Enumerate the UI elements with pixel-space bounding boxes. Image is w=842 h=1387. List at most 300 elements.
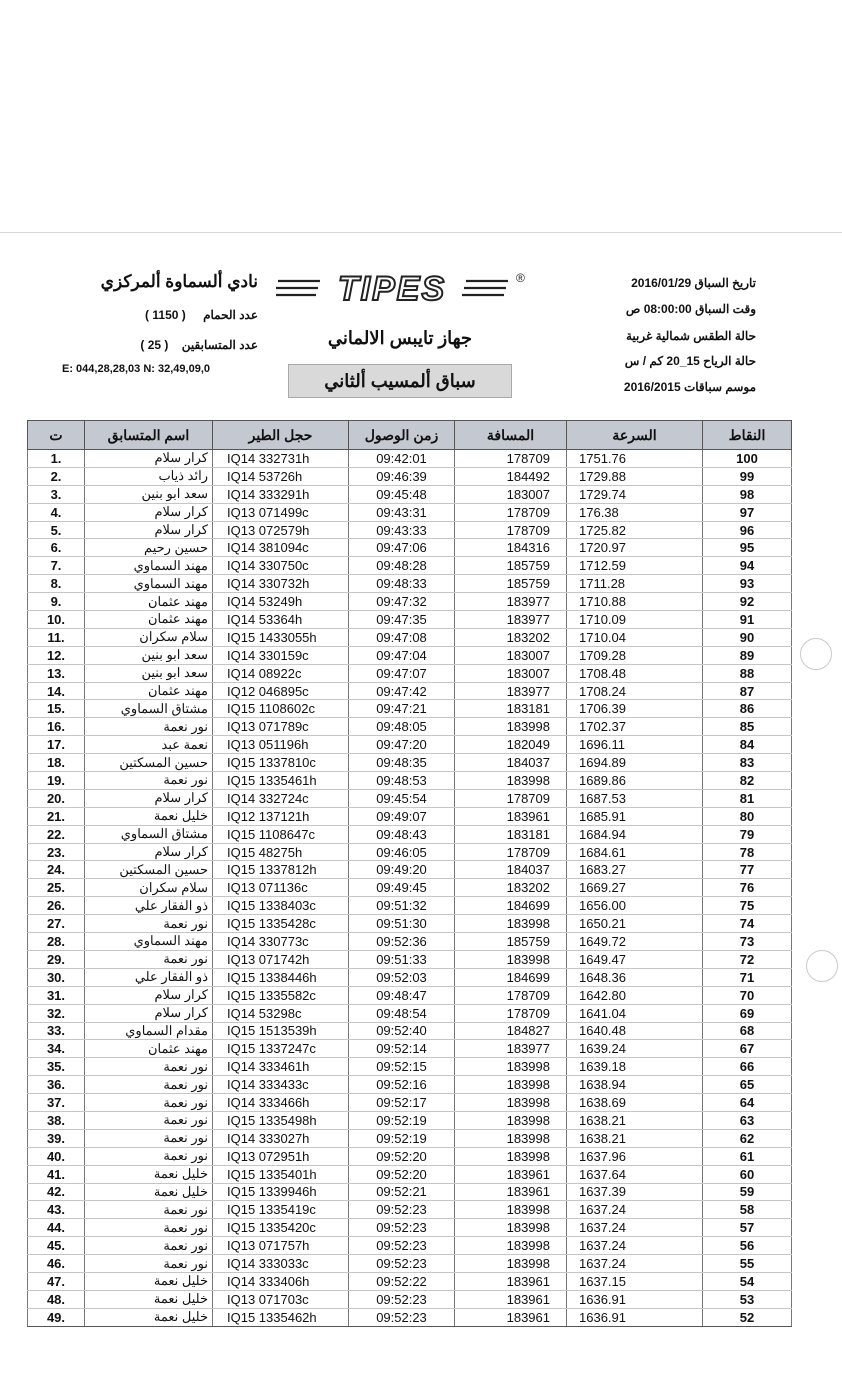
speed: 1637.24 [567, 1255, 703, 1273]
points: 70 [703, 986, 792, 1004]
arrival-time: 09:48:33 [349, 575, 455, 593]
competitor-name: خليل نعمة [85, 1290, 213, 1308]
speed: 1637.15 [567, 1272, 703, 1290]
competitor-name: نور نعمة [85, 1058, 213, 1076]
competitor-name: ذو الفقار علي [85, 968, 213, 986]
row-index: 34. [28, 1040, 85, 1058]
distance: 183977 [455, 1040, 567, 1058]
arrival-time: 09:52:23 [349, 1255, 455, 1273]
distance: 183202 [455, 879, 567, 897]
speed: 1648.36 [567, 968, 703, 986]
ring-number: IQ13 072951h [213, 1147, 349, 1165]
speed: 1696.11 [567, 736, 703, 754]
arrival-time: 09:51:32 [349, 897, 455, 915]
ring-number: IQ14 53298c [213, 1004, 349, 1022]
ring-number: IQ13 072579h [213, 521, 349, 539]
results-table-body [28, 450, 792, 1327]
row-index: 48. [28, 1290, 85, 1308]
competitor-name: مقدام السماوي [85, 1022, 213, 1040]
points: 94 [703, 557, 792, 575]
points: 96 [703, 521, 792, 539]
distance: 185759 [455, 575, 567, 593]
competitor-name: سعد ابو بنين [85, 646, 213, 664]
table-row [28, 450, 792, 468]
arrival-time: 09:52:16 [349, 1076, 455, 1094]
pigeons-label: عدد الحمام [203, 308, 258, 322]
row-index: 7. [28, 557, 85, 575]
row-index: 1. [28, 450, 85, 468]
distance: 183998 [455, 1201, 567, 1219]
table-row [28, 611, 792, 629]
speed: 1683.27 [567, 861, 703, 879]
table-row [28, 1004, 792, 1022]
arrival-time: 09:52:19 [349, 1111, 455, 1129]
points: 95 [703, 539, 792, 557]
distance: 183181 [455, 825, 567, 843]
competitor-name: نور نعمة [85, 1076, 213, 1094]
points: 56 [703, 1237, 792, 1255]
distance: 184699 [455, 968, 567, 986]
speed: 1636.91 [567, 1290, 703, 1308]
speed: 1639.18 [567, 1058, 703, 1076]
distance: 184037 [455, 754, 567, 772]
competitor-name: نور نعمة [85, 1255, 213, 1273]
table-row [28, 1165, 792, 1183]
competitors-value: ( 25 ) [140, 338, 169, 352]
points: 69 [703, 1004, 792, 1022]
table-row [28, 575, 792, 593]
speed: 1638.21 [567, 1129, 703, 1147]
points: 61 [703, 1147, 792, 1165]
ring-number: IQ15 1339946h [213, 1183, 349, 1201]
competitor-name: نور نعمة [85, 718, 213, 736]
col-header-name: اسم المتسابق [85, 421, 213, 450]
speed: 1637.24 [567, 1237, 703, 1255]
competitor-name: سلام سكران [85, 879, 213, 897]
speed: 1638.21 [567, 1111, 703, 1129]
points: 73 [703, 933, 792, 951]
arrival-time: 09:47:42 [349, 682, 455, 700]
speed: 1702.37 [567, 718, 703, 736]
distance: 184492 [455, 467, 567, 485]
arrival-time: 09:48:35 [349, 754, 455, 772]
table-row [28, 664, 792, 682]
weather-status: حالة الطقس شمالية غربية [625, 329, 756, 343]
distance: 183998 [455, 1076, 567, 1094]
table-row [28, 539, 792, 557]
arrival-time: 09:45:48 [349, 485, 455, 503]
table-row [28, 1237, 792, 1255]
row-index: 24. [28, 861, 85, 879]
points: 81 [703, 789, 792, 807]
distance: 183202 [455, 628, 567, 646]
arrival-time: 09:47:20 [349, 736, 455, 754]
ring-number: IQ15 1335428c [213, 915, 349, 933]
points: 78 [703, 843, 792, 861]
arrival-time: 09:52:17 [349, 1094, 455, 1112]
distance: 183998 [455, 1111, 567, 1129]
row-index: 2. [28, 467, 85, 485]
speed: 1729.88 [567, 467, 703, 485]
speed: 1694.89 [567, 754, 703, 772]
arrival-time: 09:52:14 [349, 1040, 455, 1058]
table-row [28, 1290, 792, 1308]
ring-number: IQ15 1335498h [213, 1111, 349, 1129]
distance: 178709 [455, 789, 567, 807]
distance: 182049 [455, 736, 567, 754]
ring-number: IQ14 330732h [213, 575, 349, 593]
col-header-index: ت [28, 421, 85, 450]
competitor-name: رائد ذياب [85, 467, 213, 485]
distance: 183007 [455, 485, 567, 503]
ring-number: IQ15 1337812h [213, 861, 349, 879]
points: 88 [703, 664, 792, 682]
table-row [28, 754, 792, 772]
arrival-time: 09:46:05 [349, 843, 455, 861]
distance: 178709 [455, 986, 567, 1004]
ring-number: IQ15 48275h [213, 843, 349, 861]
arrival-time: 09:51:30 [349, 915, 455, 933]
speed: 1720.97 [567, 539, 703, 557]
points: 83 [703, 754, 792, 772]
arrival-time: 09:52:15 [349, 1058, 455, 1076]
table-row [28, 736, 792, 754]
competitor-name: نعمة عبد [85, 736, 213, 754]
row-index: 42. [28, 1183, 85, 1201]
ring-number: IQ15 1433055h [213, 628, 349, 646]
table-row [28, 950, 792, 968]
row-index: 6. [28, 539, 85, 557]
distance: 183998 [455, 1237, 567, 1255]
ring-number: IQ15 1335462h [213, 1308, 349, 1326]
arrival-time: 09:47:04 [349, 646, 455, 664]
points: 74 [703, 915, 792, 933]
table-row [28, 628, 792, 646]
speed: 1712.59 [567, 557, 703, 575]
distance: 183998 [455, 1058, 567, 1076]
arrival-time: 09:46:39 [349, 467, 455, 485]
distance: 184037 [455, 861, 567, 879]
row-index: 12. [28, 646, 85, 664]
competitor-name: نور نعمة [85, 1094, 213, 1112]
race-time: وقت السباق 08:00:00 ص [625, 302, 756, 316]
row-index: 20. [28, 789, 85, 807]
arrival-time: 09:48:47 [349, 986, 455, 1004]
competitor-name: نور نعمة [85, 915, 213, 933]
distance: 183998 [455, 950, 567, 968]
arrival-time: 09:52:23 [349, 1201, 455, 1219]
points: 90 [703, 628, 792, 646]
arrival-time: 09:49:07 [349, 807, 455, 825]
ring-number: IQ14 333027h [213, 1129, 349, 1147]
competitor-name: مشتاق السماوي [85, 825, 213, 843]
competitor-name: مهند عثمان [85, 593, 213, 611]
ring-number: IQ13 071757h [213, 1237, 349, 1255]
ring-number: IQ14 330773c [213, 933, 349, 951]
speed: 1706.39 [567, 700, 703, 718]
row-index: 17. [28, 736, 85, 754]
ring-number: IQ15 1108647c [213, 825, 349, 843]
distance: 183961 [455, 1272, 567, 1290]
competitor-name: خليل نعمة [85, 1308, 213, 1326]
distance: 183998 [455, 718, 567, 736]
points: 93 [703, 575, 792, 593]
competitor-name: نور نعمة [85, 1237, 213, 1255]
table-row [28, 646, 792, 664]
arrival-time: 09:47:21 [349, 700, 455, 718]
ring-number: IQ14 381094c [213, 539, 349, 557]
arrival-time: 09:52:23 [349, 1308, 455, 1326]
arrival-time: 09:42:01 [349, 450, 455, 468]
points: 53 [703, 1290, 792, 1308]
race-season: موسم سباقات 2016/2015 [623, 380, 756, 394]
competitor-name: كرار سلام [85, 1004, 213, 1022]
arrival-time: 09:51:33 [349, 950, 455, 968]
row-index: 13. [28, 664, 85, 682]
distance: 184316 [455, 539, 567, 557]
arrival-time: 09:52:36 [349, 933, 455, 951]
arrival-time: 09:52:23 [349, 1237, 455, 1255]
competitor-name: مهند عثمان [85, 611, 213, 629]
distance: 183961 [455, 1165, 567, 1183]
points: 67 [703, 1040, 792, 1058]
loft-coordinates: E: 044,28,28,03 N: 32,49,09,0 [62, 363, 210, 375]
points: 89 [703, 646, 792, 664]
points: 86 [703, 700, 792, 718]
points: 85 [703, 718, 792, 736]
competitor-name: كرار سلام [85, 789, 213, 807]
ring-number: IQ13 071742h [213, 950, 349, 968]
distance: 183998 [455, 1255, 567, 1273]
speed: 1709.28 [567, 646, 703, 664]
competitor-name: كرار سلام [85, 503, 213, 521]
points: 82 [703, 772, 792, 790]
distance: 178709 [455, 1004, 567, 1022]
points: 60 [703, 1165, 792, 1183]
col-header-distance: المسافة [455, 421, 567, 450]
ring-number: IQ14 330159c [213, 646, 349, 664]
arrival-time: 09:47:06 [349, 539, 455, 557]
speed: 1711.28 [567, 575, 703, 593]
points: 98 [703, 485, 792, 503]
row-index: 31. [28, 986, 85, 1004]
competitor-name: كرار سلام [85, 521, 213, 539]
wind-status: حالة الرياح 15_20 كم / س [624, 354, 756, 368]
speed: 1639.24 [567, 1040, 703, 1058]
ring-number: IQ15 1335420c [213, 1219, 349, 1237]
arrival-time: 09:52:20 [349, 1147, 455, 1165]
speed: 176.38 [567, 503, 703, 521]
speed: 1710.04 [567, 628, 703, 646]
points: 91 [703, 611, 792, 629]
points: 52 [703, 1308, 792, 1326]
distance: 183998 [455, 772, 567, 790]
competitor-name: مهند عثمان [85, 1040, 213, 1058]
col-header-ring: حجل الطير [213, 421, 349, 450]
table-row [28, 861, 792, 879]
row-index: 21. [28, 807, 85, 825]
competitor-name: نور نعمة [85, 1129, 213, 1147]
competitors-count [78, 338, 258, 352]
competitor-name: كرار سلام [85, 450, 213, 468]
speed: 1684.94 [567, 825, 703, 843]
ring-number: IQ14 332724c [213, 789, 349, 807]
speed: 1656.00 [567, 897, 703, 915]
table-row [28, 933, 792, 951]
table-row [28, 503, 792, 521]
ring-number: IQ14 53364h [213, 611, 349, 629]
competitor-name: مشتاق السماوي [85, 700, 213, 718]
points: 59 [703, 1183, 792, 1201]
distance: 183998 [455, 915, 567, 933]
distance: 183998 [455, 1219, 567, 1237]
arrival-time: 09:43:31 [349, 503, 455, 521]
distance: 183977 [455, 593, 567, 611]
table-row [28, 1272, 792, 1290]
speed: 1669.27 [567, 879, 703, 897]
ring-number: IQ13 071789c [213, 718, 349, 736]
speed: 1638.94 [567, 1076, 703, 1094]
points: 92 [703, 593, 792, 611]
points: 58 [703, 1201, 792, 1219]
speed: 1685.91 [567, 807, 703, 825]
row-index: 30. [28, 968, 85, 986]
table-row [28, 807, 792, 825]
table-row [28, 897, 792, 915]
race-date: تاريخ السباق 2016/01/29 [631, 276, 756, 290]
ring-number: IQ14 333406h [213, 1272, 349, 1290]
arrival-time: 09:52:40 [349, 1022, 455, 1040]
points: 77 [703, 861, 792, 879]
row-index: 43. [28, 1201, 85, 1219]
ring-number: IQ14 333433c [213, 1076, 349, 1094]
table-row [28, 843, 792, 861]
row-index: 22. [28, 825, 85, 843]
ring-number: IQ14 53249h [213, 593, 349, 611]
speed: 1649.47 [567, 950, 703, 968]
table-row [28, 789, 792, 807]
row-index: 16. [28, 718, 85, 736]
row-index: 19. [28, 772, 85, 790]
registered-mark: ® [516, 271, 525, 285]
table-row [28, 915, 792, 933]
speed: 1637.24 [567, 1219, 703, 1237]
points: 97 [703, 503, 792, 521]
table-row [28, 968, 792, 986]
speed: 1725.82 [567, 521, 703, 539]
distance: 178709 [455, 843, 567, 861]
row-index: 29. [28, 950, 85, 968]
row-index: 4. [28, 503, 85, 521]
arrival-time: 09:52:03 [349, 968, 455, 986]
ring-number: IQ14 333033c [213, 1255, 349, 1273]
ring-number: IQ15 1108602c [213, 700, 349, 718]
ring-number: IQ14 333291h [213, 485, 349, 503]
competitor-name: خليل نعمة [85, 1165, 213, 1183]
arrival-time: 09:49:20 [349, 861, 455, 879]
competitor-name: خليل نعمة [85, 1183, 213, 1201]
table-row [28, 593, 792, 611]
arrival-time: 09:47:32 [349, 593, 455, 611]
ring-number: IQ15 1338446h [213, 968, 349, 986]
row-index: 8. [28, 575, 85, 593]
distance: 183977 [455, 682, 567, 700]
competitor-name: ذو الفقار علي [85, 897, 213, 915]
distance: 183998 [455, 1129, 567, 1147]
distance: 178709 [455, 503, 567, 521]
speed: 1641.04 [567, 1004, 703, 1022]
ring-number: IQ13 071136c [213, 879, 349, 897]
arrival-time: 09:52:20 [349, 1165, 455, 1183]
arrival-time: 09:52:23 [349, 1219, 455, 1237]
row-index: 32. [28, 1004, 85, 1022]
distance: 183961 [455, 807, 567, 825]
competitor-name: سلام سكران [85, 628, 213, 646]
ring-number: IQ14 53726h [213, 467, 349, 485]
speed: 1687.53 [567, 789, 703, 807]
table-row [28, 879, 792, 897]
points: 66 [703, 1058, 792, 1076]
ring-number: IQ13 071499c [213, 503, 349, 521]
points: 87 [703, 682, 792, 700]
competitor-name: نور نعمة [85, 772, 213, 790]
speed: 1649.72 [567, 933, 703, 951]
table-row [28, 718, 792, 736]
speed: 1710.88 [567, 593, 703, 611]
competitor-name: حسين المسكتين [85, 861, 213, 879]
competitor-name: نور نعمة [85, 1201, 213, 1219]
table-row [28, 1111, 792, 1129]
ring-number: IQ14 333466h [213, 1094, 349, 1112]
distance: 183961 [455, 1290, 567, 1308]
speed: 1640.48 [567, 1022, 703, 1040]
arrival-time: 09:52:23 [349, 1290, 455, 1308]
competitor-name: خليل نعمة [85, 807, 213, 825]
table-row [28, 1129, 792, 1147]
table-row [28, 1308, 792, 1326]
col-header-speed: السرعة [567, 421, 703, 450]
row-index: 45. [28, 1237, 85, 1255]
pigeons-value: ( 1150 ) [145, 308, 186, 322]
distance: 183961 [455, 1308, 567, 1326]
points: 62 [703, 1129, 792, 1147]
ring-number: IQ15 1335419c [213, 1201, 349, 1219]
logo-text: TIPES [337, 270, 447, 308]
arrival-time: 09:52:19 [349, 1129, 455, 1147]
speed: 1684.61 [567, 843, 703, 861]
points: 75 [703, 897, 792, 915]
race-name: سباق ألمسيب ألثاني [288, 364, 512, 398]
results-table [27, 420, 792, 1327]
speed: 1637.64 [567, 1165, 703, 1183]
row-index: 27. [28, 915, 85, 933]
arrival-time: 09:48:28 [349, 557, 455, 575]
points: 54 [703, 1272, 792, 1290]
table-row [28, 682, 792, 700]
row-index: 47. [28, 1272, 85, 1290]
row-index: 28. [28, 933, 85, 951]
table-row [28, 485, 792, 503]
col-header-arrival: زمن الوصول [349, 421, 455, 450]
competitor-name: نور نعمة [85, 1219, 213, 1237]
table-row [28, 1022, 792, 1040]
ring-number: IQ12 046895c [213, 682, 349, 700]
ring-number: IQ12 137121h [213, 807, 349, 825]
arrival-time: 09:47:35 [349, 611, 455, 629]
arrival-time: 09:48:05 [349, 718, 455, 736]
competitor-name: كرار سلام [85, 843, 213, 861]
table-row [28, 1255, 792, 1273]
